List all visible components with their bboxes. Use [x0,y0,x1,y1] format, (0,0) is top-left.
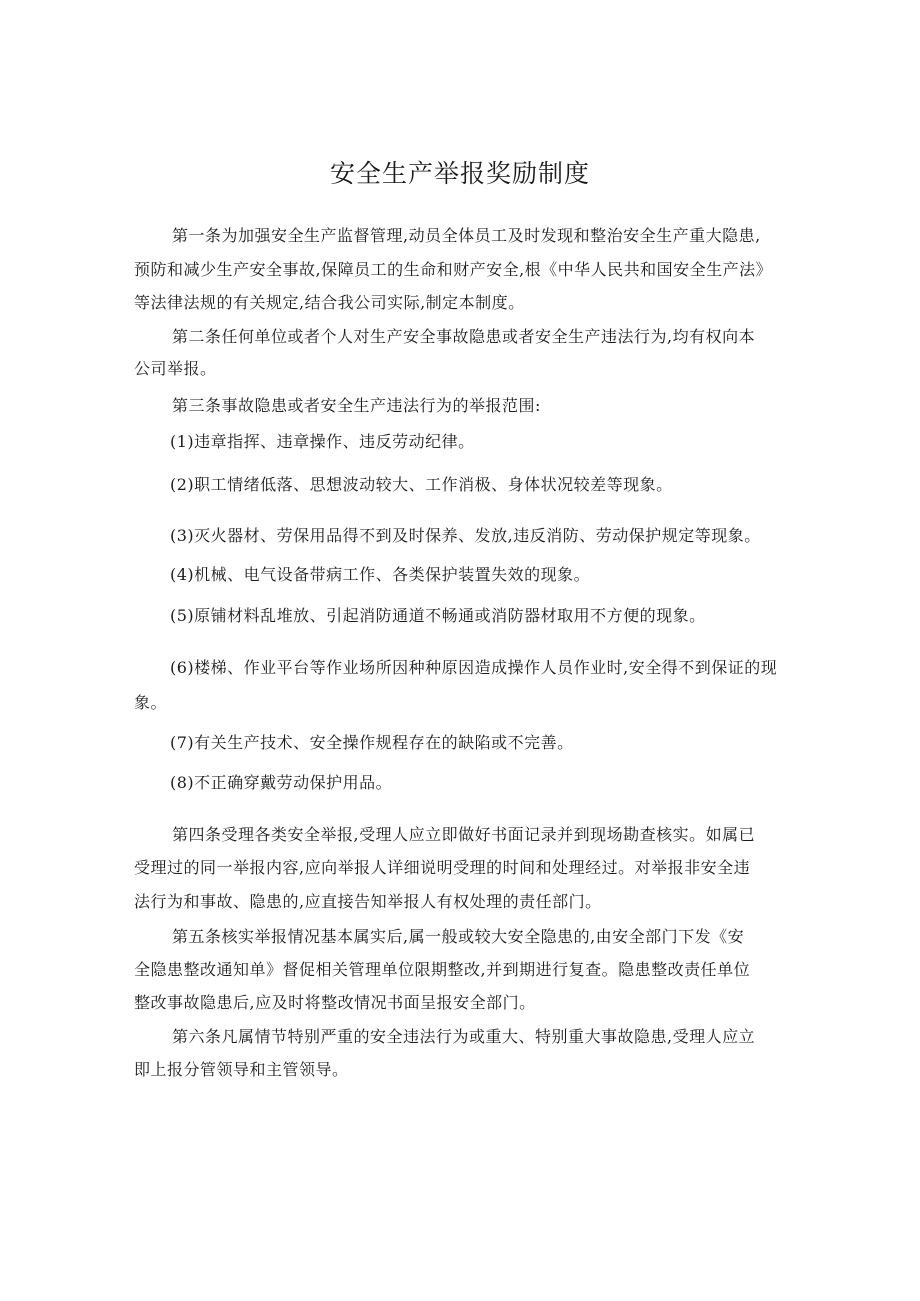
article-1-line-2: 预防和减少生产安全事故,保障员工的生命和财产安全,根《中华人民共和国安全生产法》 [134,260,773,279]
list-item-6-line-1: (6)楼梯、作业平台等作业场所因种种原因造成操作人员作业时,安全得不到保证的现 [170,658,778,677]
document-title: 安全生产举报奖励制度 [329,159,590,188]
article-6-line-1: 第六条凡属情节特别严重的安全违法行为或重大、特别重大事故隐患,受理人应立 [172,1027,756,1046]
list-item-3: (3)灭火器材、劳保用品得不到及时保养、发放,违反消防、劳动保护规定等现象。 [170,526,761,545]
article-6-line-2: 即上报分管领导和主管领导。 [134,1060,349,1079]
article-2-line-2: 公司举报。 [134,359,217,378]
article-5-line-3: 整改事故隐患后,应及时将整改情况书面呈报安全部门。 [134,993,536,1012]
list-item-2: (2)职工情绪低落、思想波动较大、工作消极、身体状况较差等现象。 [170,475,673,494]
list-item-4: (4)机械、电气设备带病工作、各类保护装置失效的现象。 [170,565,591,584]
article-1-line-3: 等法律法规的有关规定,结合我公司实际,制定本制度。 [134,293,525,312]
article-2-line-1: 第二条任何单位或者个人对生产安全事故隐患或者安全生产违法行为,均有权向本 [172,327,756,346]
article-1-line-1: 第一条为加强安全生产监督管理,动员全体员工及时发现和整治安全生产重大隐患, [172,226,761,245]
list-item-7: (7)有关生产技术、安全操作规程存在的缺陷或不完善。 [170,733,574,752]
article-3-intro: 第三条事故隐患或者安全生产违法行为的举报范围: [172,396,541,415]
list-item-1: (1)违章指挥、违章操作、违反劳动纪律。 [170,432,475,451]
article-5-line-2: 全隐患整改通知单》督促相关管理单位限期整改,并到期进行复查。隐患整改责任单位 [134,960,751,979]
list-item-8: (8)不正确穿戴劳动保护用品。 [170,773,393,792]
list-item-5: (5)原铺材料乱堆放、引起消防通道不畅通或消防器材取用不方便的现象。 [170,606,706,625]
article-5-line-1: 第五条核实举报情况基本属实后,属一般或较大安全隐患的,由安全部门下发《安 [172,927,745,946]
article-4-line-2: 受理过的同一举报内容,应向举报人详细说明受理的时间和处理经过。对举报非安全违 [134,858,751,877]
list-item-6-line-2: 象。 [134,693,168,712]
article-4-line-3: 法行为和事故、隐患的,应直接告知举报人有权处理的责任部门。 [134,892,602,911]
article-4-line-1: 第四条受理各类安全举报,受理人应立即做好书面记录并到现场勘查核实。如属已 [172,825,756,844]
